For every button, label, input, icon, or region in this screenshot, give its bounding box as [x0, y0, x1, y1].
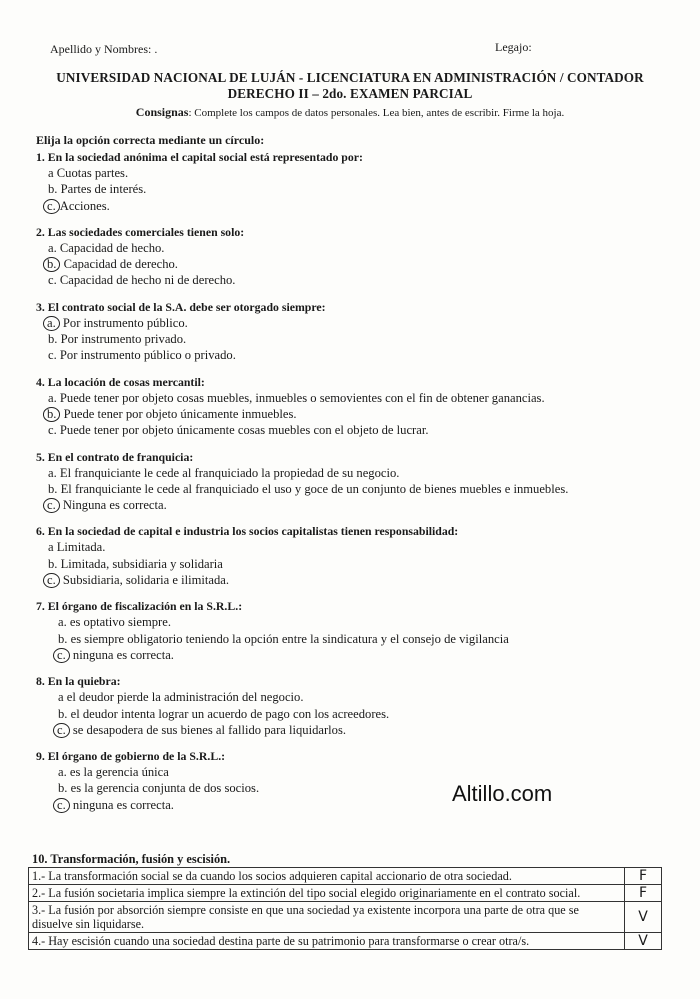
- option-a[interactable]: [36, 764, 666, 780]
- altillo-watermark: Altillo.com: [452, 781, 553, 806]
- option-letter: a: [48, 166, 54, 180]
- option-b-selected[interactable]: [36, 256, 666, 272]
- option-text: Capacidad de derecho.: [60, 257, 178, 272]
- option-text: Capacidad de hecho.: [56, 240, 165, 255]
- option-b-selected[interactable]: [36, 406, 666, 422]
- instruction: Elija la opción correcta mediante un círculo:: [36, 133, 265, 147]
- option-text: Por instrumento público o privado.: [56, 348, 236, 363]
- option-text: Por instrumento público.: [59, 315, 188, 330]
- option-text: Puede tener por objeto únicamente cosas muebles con el objeto de lucrar.: [56, 423, 429, 438]
- exam-title: [20, 70, 680, 102]
- option-c-selected[interactable]: [36, 198, 666, 214]
- consignas-label: Consignas: [135, 105, 189, 119]
- option-letter: b.: [48, 556, 58, 571]
- option-text: Por instrumento privado.: [57, 332, 187, 347]
- option-letter: a: [58, 690, 64, 705]
- option-letter: b.: [58, 781, 68, 796]
- option-letter: c.: [43, 199, 60, 214]
- table-row: [29, 933, 662, 950]
- personal-data-row: [50, 42, 660, 57]
- option-text: el deudor pierde la administración del negocio.: [63, 690, 304, 705]
- option-b[interactable]: [36, 481, 666, 497]
- option-letter: c.: [43, 498, 60, 513]
- question-title: 3. El contrato social de la S.A. debe ser otorgado siempre:: [36, 299, 326, 314]
- option-letter: b.: [58, 631, 68, 646]
- apellido-label: Apellido y Nombres: .: [50, 42, 158, 56]
- option-letter: a.: [58, 765, 67, 780]
- option-a[interactable]: [36, 614, 666, 630]
- option-text: Puede tener por objeto cosas muebles, inmuebles o semovientes con el fin de obtener ganancias.: [56, 390, 545, 405]
- option-text: Cuotas partes.: [53, 166, 129, 180]
- option-a[interactable]: [36, 240, 666, 256]
- question-title: 7. El órgano de fiscalización en la S.R.L.:: [36, 599, 243, 614]
- option-letter: c.: [48, 273, 57, 288]
- question-4: [36, 374, 666, 439]
- option-text: ninguna es correcta.: [69, 797, 174, 812]
- option-b[interactable]: [36, 780, 666, 796]
- option-letter: a: [48, 540, 54, 555]
- option-letter: c.: [48, 423, 57, 438]
- option-letter: a.: [58, 615, 67, 630]
- option-text: Ninguna es correcta.: [59, 498, 167, 513]
- answer-cell[interactable]: F: [625, 868, 662, 885]
- option-letter: b.: [48, 182, 58, 197]
- option-b[interactable]: [36, 181, 666, 197]
- option-letter: c.: [48, 348, 57, 363]
- title-line-2: DERECHO II – 2do. EXAMEN PARCIAL: [227, 86, 473, 101]
- option-text: Puede tener por objeto únicamente inmuebles.: [60, 406, 297, 421]
- option-a[interactable]: [36, 465, 666, 481]
- option-text: es optativo siempre.: [66, 615, 171, 630]
- option-text: se desapodera de sus bienes al fallido para liquidarlos.: [69, 722, 347, 737]
- option-letter: a.: [43, 316, 60, 331]
- consignas: [20, 105, 680, 120]
- option-text: Limitada.: [53, 540, 106, 555]
- statement-cell: 2.- La fusión societaria implica siempre la extinción del tipo social elegido originariamente en el contrato social.: [29, 885, 625, 902]
- question-3: [36, 299, 666, 364]
- answer-cell[interactable]: V: [625, 933, 662, 950]
- option-text: Limitada, subsidiaria y solidaria: [57, 556, 223, 571]
- questions-section: [36, 133, 666, 823]
- table-row: [29, 868, 662, 885]
- option-text: El franquiciante le cede al franquiciado la propiedad de su negocio.: [56, 465, 400, 480]
- option-a[interactable]: [36, 689, 666, 705]
- option-text: El franquiciante le cede al franquiciado el uso y goce de un conjunto de bienes muebles e inmuebles.: [57, 481, 569, 496]
- option-c-selected[interactable]: [36, 722, 666, 738]
- option-letter: a.: [48, 390, 57, 405]
- option-letter: b.: [43, 407, 60, 422]
- option-text: es la gerencia conjunta de dos socios.: [67, 781, 260, 796]
- legajo-label: Legajo:: [495, 40, 532, 54]
- option-b[interactable]: [36, 631, 666, 647]
- question-title: 2. Las sociedades comerciales tienen solo:: [36, 224, 245, 239]
- consignas-text: : Complete los campos de datos personales. Lea bien, antes de escribir. Firme la hoja.: [188, 107, 565, 119]
- question-title: 1. En la sociedad anónima el capital social está representado por:: [36, 150, 363, 164]
- option-a-selected[interactable]: [36, 315, 666, 331]
- option-letter: a.: [48, 465, 57, 480]
- option-text: Capacidad de hecho ni de derecho.: [56, 273, 236, 288]
- question-title: 5. En el contrato de franquicia:: [36, 449, 194, 464]
- title-line-1: UNIVERSIDAD NACIONAL DE LUJÁN - LICENCIATURA EN ADMINISTRACIÓN / CONTADOR: [56, 70, 644, 85]
- option-c[interactable]: [36, 272, 666, 288]
- statement-cell: 1.- La transformación social se da cuando los socios adquieren capital accionario de otra sociedad.: [29, 868, 625, 885]
- option-text: Subsidiaria, solidaria e ilimitada.: [59, 573, 230, 588]
- option-text: el deudor intenta lograr un acuerdo de pago con los acreedores.: [67, 706, 390, 721]
- option-letter: b.: [48, 481, 58, 496]
- question-8: [36, 673, 666, 738]
- question-6: [36, 523, 666, 588]
- option-text: es siempre obligatorio teniendo la opción entre la sindicatura y el consejo de vigilancia: [67, 631, 509, 646]
- option-c-selected[interactable]: [36, 797, 666, 813]
- question-title: 9. El órgano de gobierno de la S.R.L.:: [36, 749, 226, 764]
- option-b[interactable]: [36, 556, 666, 572]
- question-7: [36, 598, 666, 663]
- true-false-table: [28, 867, 662, 950]
- option-text: es la gerencia única: [66, 765, 169, 780]
- table-row: [29, 885, 662, 902]
- option-letter: b.: [48, 332, 58, 347]
- question-1: [36, 149, 666, 214]
- option-letter: a.: [48, 240, 57, 255]
- option-a[interactable]: [36, 390, 666, 406]
- option-letter: c.: [53, 723, 70, 738]
- option-a[interactable]: [36, 165, 666, 181]
- question-title: 4. La locación de cosas mercantil:: [36, 374, 205, 389]
- option-letter: c.: [53, 648, 70, 663]
- option-a[interactable]: [36, 539, 666, 555]
- table-row: [29, 902, 662, 933]
- question-title: 6. En la sociedad de capital e industria los socios capitalistas tienen responsabilidad:: [36, 524, 459, 539]
- option-text: Acciones.: [59, 198, 110, 213]
- option-letter: b.: [58, 706, 68, 721]
- option-b[interactable]: [36, 331, 666, 347]
- option-letter: c.: [53, 798, 70, 813]
- option-c-selected[interactable]: [36, 497, 666, 513]
- true-false-title: 10. Transformación, fusión y escisión.: [32, 852, 231, 866]
- option-c[interactable]: [36, 422, 666, 438]
- option-c-selected[interactable]: [36, 647, 666, 663]
- answer-cell[interactable]: F: [625, 885, 662, 902]
- option-c[interactable]: [36, 347, 666, 363]
- option-letter: b.: [43, 257, 60, 272]
- statement-cell: 3.- La fusión por absorción siempre consiste en que una sociedad ya existente incorpora una parte de otra que se disuelve sin liquidarse.: [29, 902, 625, 933]
- answer-cell[interactable]: V: [625, 902, 662, 933]
- option-c-selected[interactable]: [36, 572, 666, 588]
- question-9: [36, 748, 666, 813]
- option-text: ninguna es correcta.: [69, 647, 174, 662]
- option-b[interactable]: [36, 706, 666, 722]
- statement-cell: 4.- Hay escisión cuando una sociedad destina parte de su patrimonio para transformarse o crear otra/s.: [29, 933, 625, 950]
- option-text: Partes de interés.: [57, 182, 147, 197]
- question-5: [36, 449, 666, 514]
- question-2: [36, 224, 666, 289]
- question-title: 8. En la quiebra:: [36, 674, 121, 689]
- option-letter: c.: [43, 573, 60, 588]
